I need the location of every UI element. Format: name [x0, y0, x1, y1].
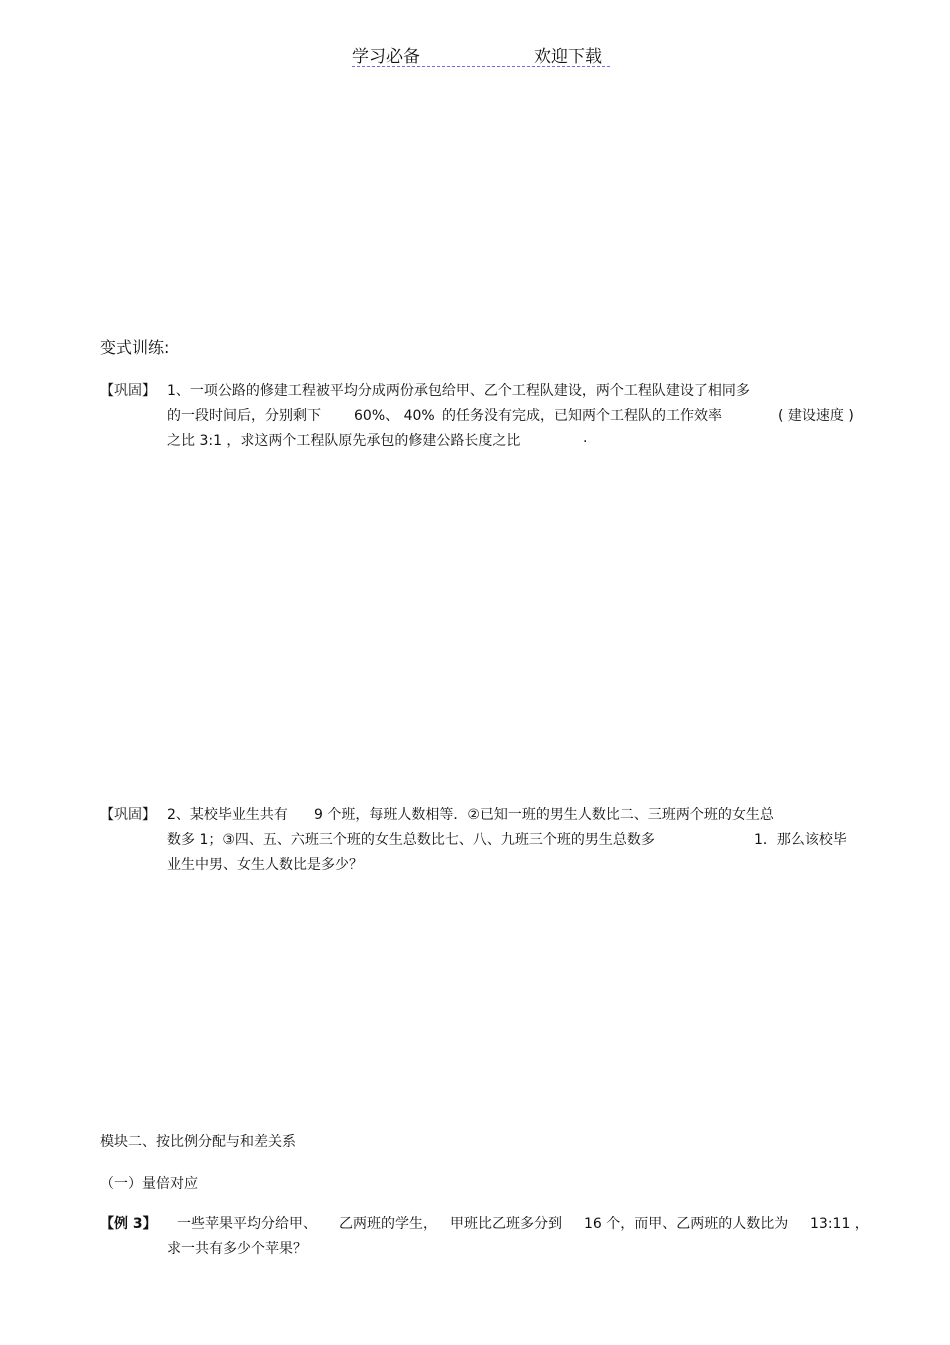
- header-left-text: 学习必备: [352, 47, 420, 67]
- q1-line2b: 60%、 40%: [354, 408, 435, 424]
- section-heading-variant: 变式训练:: [100, 338, 170, 357]
- page-header: [352, 42, 610, 67]
- subsection-heading: （一）量倍对应: [100, 1176, 198, 1192]
- q2-tag: 【巩固】: [100, 807, 156, 823]
- q2-line2a: 数多 1；③四、五、六班三个班的女生总数比七、八、九班三个班的男生总数多: [167, 832, 655, 848]
- q1-line2c: 的任务没有完成，已知两个工程队的工作效率: [442, 408, 722, 424]
- ex3-tag: 【例 3】: [100, 1216, 157, 1232]
- module2-heading: 模块二、按比例分配与和差关系: [100, 1134, 296, 1150]
- ex3-line2: 求一共有多少个苹果？: [167, 1241, 307, 1257]
- ex3-line1c: 甲班比乙班多分到: [450, 1216, 562, 1232]
- q2-line2b: 1．那么该校毕: [754, 832, 847, 848]
- q2-line1b: 9 个班，每班人数相等．②已知一班的男生人数比二、三班两个班的女生总: [314, 807, 774, 823]
- q1-line3a: 之比 3:1 ，求这两个工程队原先承包的修建公路长度之比: [167, 433, 521, 449]
- ex3-line1b: 乙两班的学生，: [339, 1216, 437, 1232]
- header-right-text: 欢迎下载: [534, 47, 602, 67]
- ex3-line1a: 一些苹果平均分给甲、: [177, 1216, 317, 1232]
- q1-tag: 【巩固】: [100, 383, 156, 399]
- q2-line3: 业生中男、女生人数比是多少？: [167, 857, 363, 873]
- ex3-line1e: 13:11 ，: [810, 1216, 869, 1232]
- q1-line2d: ( 建设速度 ): [778, 408, 854, 424]
- q1-line2a: 的一段时间后，分别剩下: [167, 408, 321, 424]
- ex3-line1d: 16 个，而甲、乙两班的人数比为: [584, 1216, 789, 1232]
- q2-line1a: 2、某校毕业生共有: [167, 807, 288, 823]
- q1-line3b: .: [583, 430, 588, 446]
- q1-line1: 1、一项公路的修建工程被平均分成两份承包给甲、乙个工程队建设，两个工程队建设了相同多: [167, 383, 750, 399]
